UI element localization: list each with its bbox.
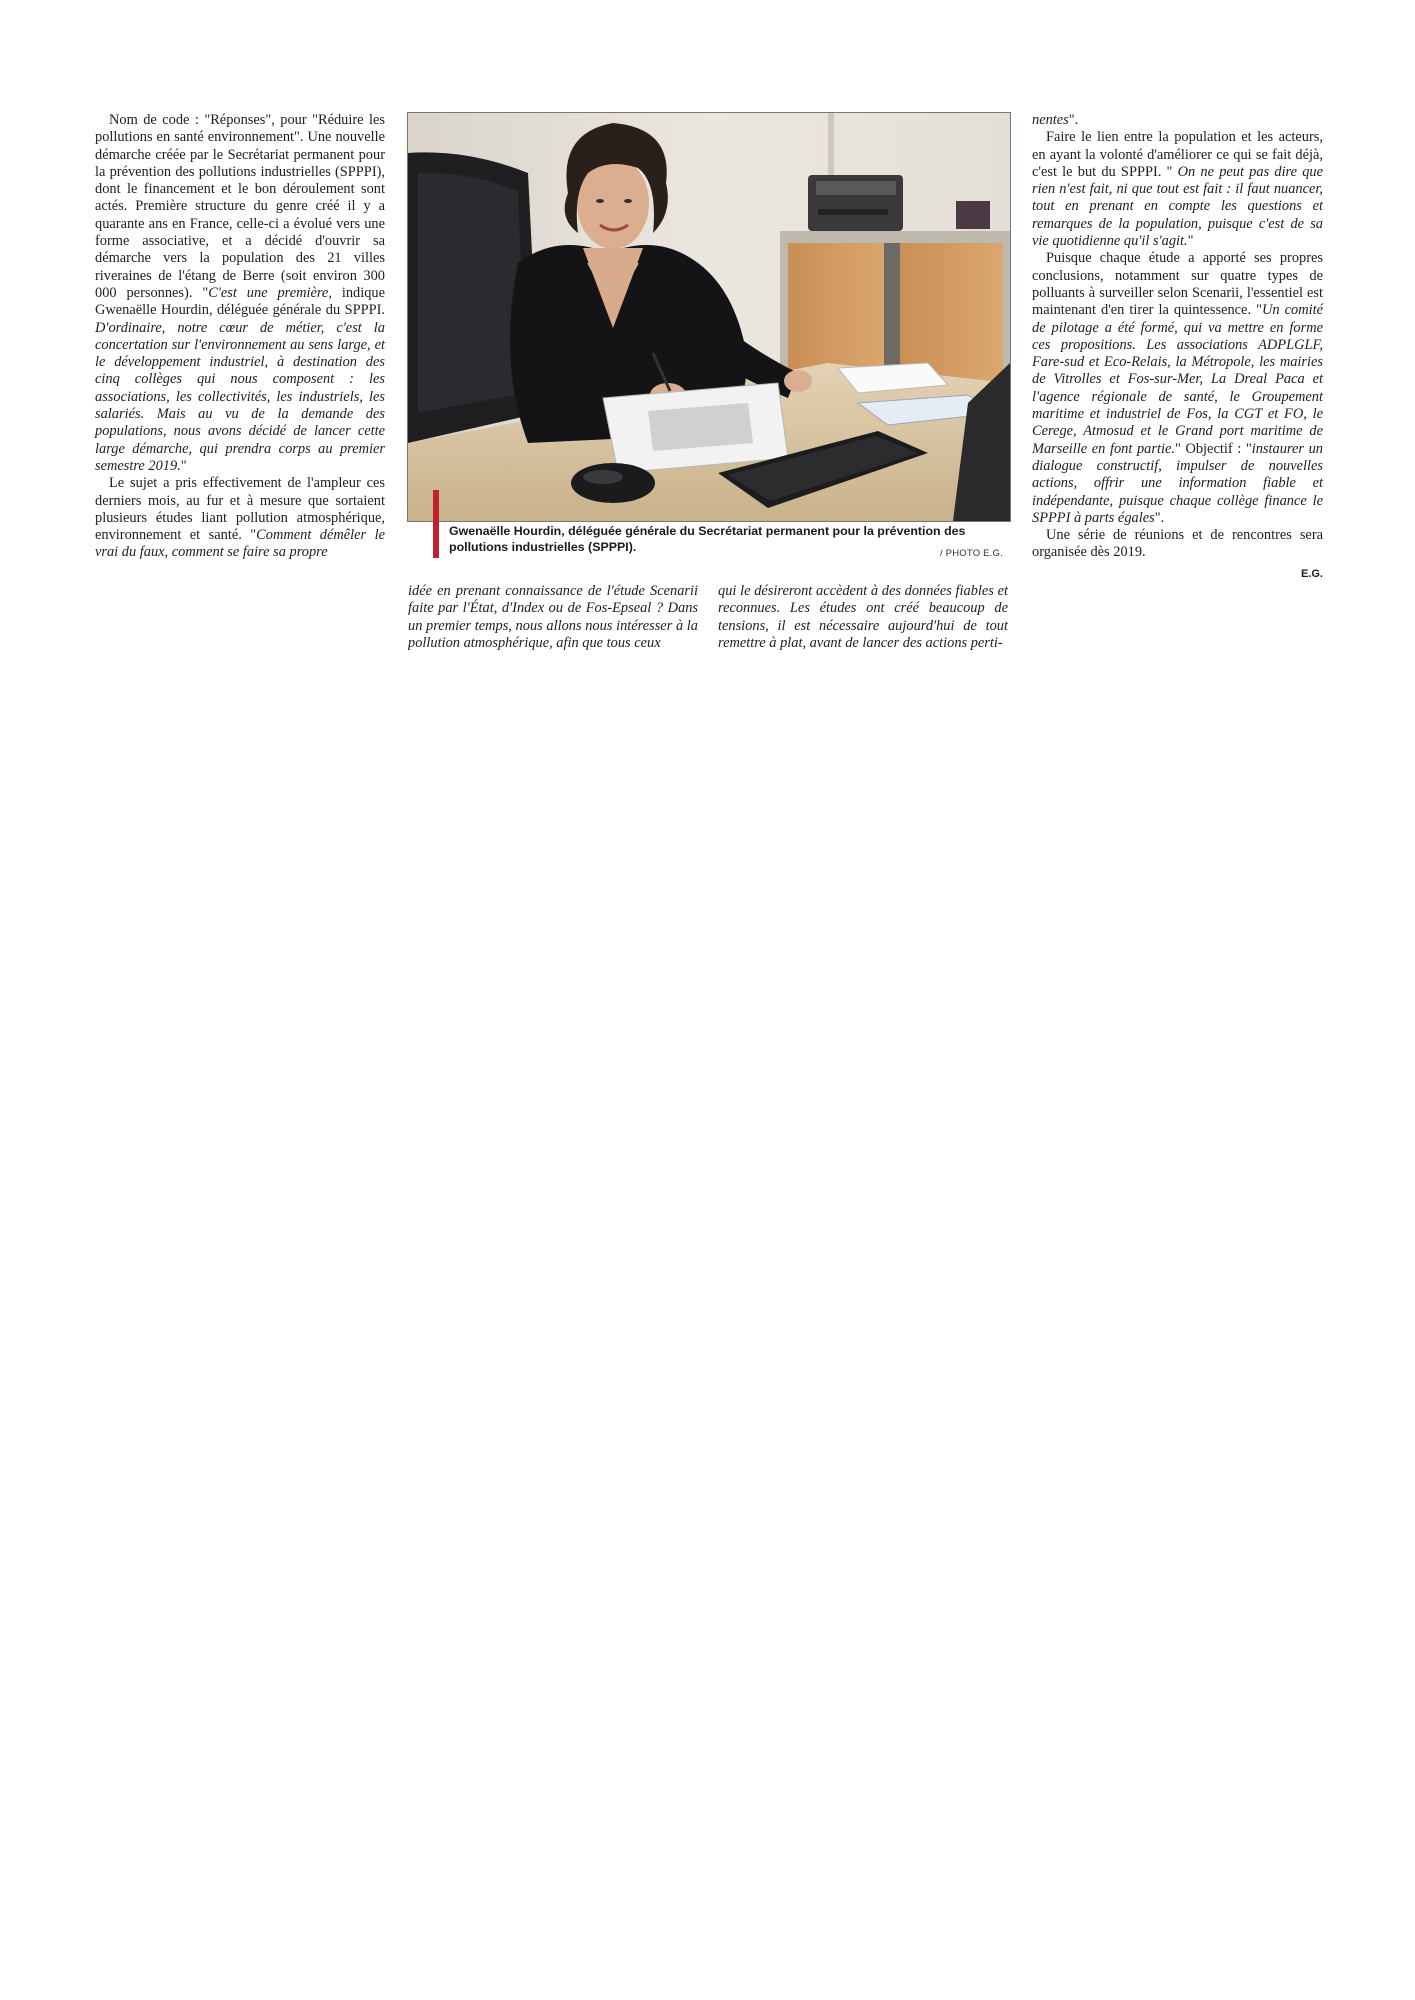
photo-credit: / PHOTO E.G. (940, 548, 1003, 559)
quote: C'est une première, (208, 284, 332, 301)
paragraph (718, 583, 1008, 652)
text: " Objectif : " (1174, 440, 1252, 457)
text: indique Gwenaëlle Hourdin, déléguée générale du SPPPI. (95, 284, 385, 319)
paragraph (95, 475, 385, 561)
quote: nentes (1032, 112, 1069, 128)
paragraph (1032, 527, 1323, 562)
quote: Un comité de pilotage a été formé, qui va mettre en forme ces propositions. Les associations ADPLGLF, Fare-sud et Eco-Relais, la Métropole, les mairies de Vitrolles et Fos-sur-Mer, La Dreal Paca et l'agence régionale de santé, le Groupement maritime et industriel de Fos, la CGT et FO, le Cerege, Atmosud et le Grand port maritime de Marseille en font partie. (1032, 302, 1323, 457)
paragraph (1032, 250, 1323, 527)
article-column-4 (1032, 112, 1323, 583)
text: Une série de réunions et de rencontres sera organisée dès 2019. (1032, 527, 1323, 561)
text: Faire le lien entre la population et les acteurs, en ayant la volonté d'améliorer ce qui se fait déjà, c'est le but du SPPPI. " (1032, 129, 1323, 180)
text: ". (1068, 112, 1079, 128)
text: " (180, 457, 187, 474)
quote: Comment démêler le vrai du faux, comment se faire sa propre (95, 527, 385, 561)
caption-text: Gwenaëlle Hourdin, déléguée générale du Secrétariat permanent pour la prévention des pollutions industrielles (SPPPI). (449, 524, 966, 554)
text: ". (1154, 509, 1165, 526)
article-column-2 (408, 583, 698, 674)
paragraph (95, 112, 385, 475)
article-column-3 (718, 583, 1008, 674)
paragraph (1032, 129, 1323, 250)
quote: qui le désireront accèdent à des données fiables et reconnues. Les études ont créé beaucoup de tensions, il est nécessaire aujourd'hui de tout remettre à plat, avant de lancer des actions perti- (718, 583, 1008, 651)
photo-caption (433, 524, 993, 555)
text: Le sujet a pris effectivement de l'ampleur ces derniers mois, au fur et à mesure que sortaient plusieurs études liant pollution atmosphérique, environnement et santé. " (95, 475, 385, 544)
quote: On ne peut pas dire que rien n'est fait, ni que tout est fait : il faut nuancer, tout en prenant en compte les questions et remarques de la population, puisque c'est de sa vie quotidienne qu'il s'agit. (1032, 163, 1323, 250)
text: " (1187, 233, 1194, 250)
quote: instaurer un dialogue constructif, impulser de nouvelles actions, offrir une information fiable et indépendante, puisque chaque collège finance le SPPPI à parts égales (1032, 440, 1323, 526)
text: Nom de code : "Réponses", pour "Réduire les pollutions en santé environnement". Une nouvelle démarche créée par le Secrétariat permanent pour la prévention des pollutions industrielles (SPPPI), dont le financement et le bon déroulement sont actés. Première structure du genre créé il y a quarante ans en France, celle-ci a évolué vers une forme associative, et a décidé d'ouvrir sa démarche vers la population des 21 villes riveraines de l'étang de Berre (soit environ 300 000 personnes). " (95, 112, 385, 301)
paragraph (1032, 112, 1323, 129)
quote: D'ordinaire, notre cœur de métier, c'est la concertation sur l'environnement au sens large, et le développement industriel, à destination des cinq collèges qui nous composent : les associations, les collectivités, les industriels, les salariés. Mais au vu de la demande des populations, nous avons décidé de lancer cette large démarche, qui prendra corps au premier semestre 2019. (95, 319, 385, 474)
quote: idée en prenant connaissance de l'étude Scenarii faite par l'État, d'Index ou de Fos-Epseal ? Dans un premier temps, nous allons nous intéresser à la pollution atmosphérique, afin que tous ceux (408, 583, 698, 651)
author-signature: E.G. (1300, 567, 1323, 580)
text: Puisque chaque étude a apporté ses propres conclusions, notamment sur quatre types de polluants à surveiller selon Scenarii, l'essentiel est maintenant d'en tirer la quintessence. " (1032, 250, 1323, 319)
article-photo (407, 112, 1011, 522)
office-photo-illustration (408, 113, 1010, 521)
article-column-1 (95, 112, 385, 562)
paragraph (408, 583, 698, 652)
